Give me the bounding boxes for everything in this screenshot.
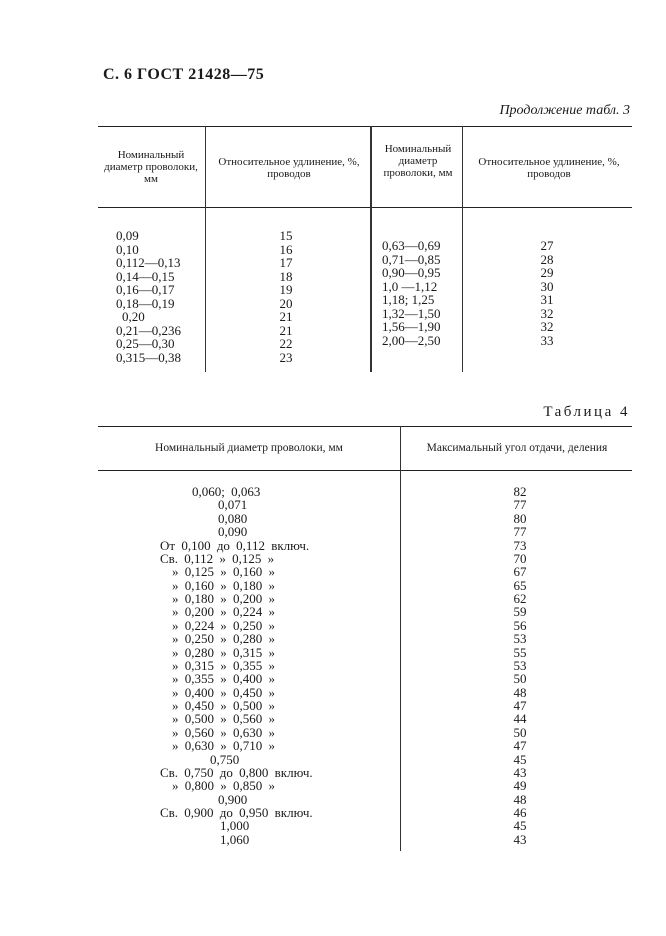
table-cell: » 0,200 » 0,224 » — [172, 604, 275, 620]
table-cell: 0,18—0,19 — [116, 295, 175, 311]
table-cell: 1,18; 1,25 — [382, 292, 435, 307]
header-bottom-rule — [98, 207, 632, 208]
table-cell: 32 — [540, 305, 554, 321]
table-cell: 73 — [513, 537, 527, 553]
table-cell: 0,090 — [218, 524, 248, 540]
table-cell: 31 — [540, 292, 554, 307]
table-cell: 30 — [540, 278, 554, 294]
table-cell: 47 — [513, 738, 527, 754]
table-cell: 0,060; 0,063 — [192, 484, 261, 499]
table-cell: 0,14—0,15 — [116, 268, 175, 284]
table-cell: 1,000 — [220, 818, 250, 834]
table-cell: 1,32—1,50 — [382, 305, 441, 321]
table-cell: » 0,355 » 0,400 » — [172, 671, 275, 687]
table-cell: Св. 0,112 » 0,125 » — [160, 550, 275, 566]
table-cell: » 0,125 » 0,160 » — [172, 564, 275, 580]
table-cell: 65 — [513, 577, 527, 593]
column-header-elongation: Относительное удлинение, %, проводов — [478, 156, 620, 180]
table-top-rule — [98, 126, 632, 127]
table-cell: 0,71—0,85 — [382, 251, 441, 267]
header-bottom-rule — [98, 470, 632, 471]
angle-column — [498, 485, 542, 846]
table-cell: » 0,280 » 0,315 » — [172, 644, 275, 660]
table-cell: 53 — [513, 657, 527, 673]
table-cell: » 0,450 » 0,500 » — [172, 698, 275, 713]
column-divider — [370, 126, 372, 372]
table-cell: 0,90—0,95 — [382, 265, 441, 280]
table-top-rule — [98, 426, 632, 427]
table-title: Таблица 4 — [543, 404, 630, 420]
table-cell: 59 — [513, 604, 527, 620]
table-cell: 43 — [513, 764, 527, 780]
column-header-elongation: Относительное удлинение, %, проводов — [218, 156, 360, 180]
table-cell: 0,900 — [218, 791, 248, 807]
diameter-range-column — [160, 485, 313, 846]
table-cell: 0,20 — [122, 309, 145, 324]
table-cell: » 0,250 » 0,280 » — [172, 631, 275, 647]
table-cell: 46 — [513, 805, 527, 820]
table-cell: 28 — [540, 251, 554, 267]
table-cell: 20 — [279, 295, 293, 311]
table-cell: 15 — [279, 228, 293, 243]
table-cell: 1,0 —1,12 — [382, 278, 438, 294]
table-cell: 27 — [540, 238, 554, 253]
table-cell: » 0,315 » 0,355 » — [172, 657, 275, 673]
table-cell: 48 — [513, 684, 527, 700]
table-cell: 0,63—0,69 — [382, 238, 441, 253]
table-cell: 45 — [513, 751, 527, 767]
table-cell: 21 — [279, 309, 293, 324]
table-cell: 0,21—0,236 — [116, 322, 181, 338]
table-cell: 29 — [540, 265, 554, 280]
table-cell: 17 — [279, 255, 293, 270]
table-cell: 22 — [279, 336, 293, 351]
table-cell: 82 — [513, 484, 527, 499]
table-cell: 0,16—0,17 — [116, 282, 175, 297]
table-cell: » 0,400 » 0,450 » — [172, 684, 275, 700]
table-cell: 50 — [513, 671, 527, 687]
table-cell: 55 — [513, 644, 527, 660]
table-cell: От 0,100 до 0,112 включ. — [160, 537, 310, 553]
table-cell: Св. 0,750 до 0,800 включ. — [160, 764, 313, 780]
table-cell: 33 — [540, 332, 554, 348]
table-cell: 70 — [513, 550, 527, 566]
table-cell: 1,060 — [220, 831, 250, 847]
column-header-diameter: Номинальный диаметр проволоки, мм — [383, 143, 453, 179]
elongation-column — [527, 239, 567, 347]
table-cell: 44 — [513, 711, 527, 727]
table-cell: 62 — [513, 591, 527, 606]
table-cell: » 0,500 » 0,560 » — [172, 711, 275, 727]
column-divider — [205, 126, 206, 372]
table-cell: » 0,160 » 0,180 » — [172, 577, 275, 593]
column-header-diameter: Номинальный диаметр проволоки, мм — [104, 149, 198, 185]
table-cell: 50 — [513, 724, 527, 740]
table-cell: 18 — [279, 268, 293, 284]
table-cell: 23 — [279, 349, 293, 365]
table-cell: 21 — [279, 322, 293, 338]
table-cell: » 0,180 » 0,200 » — [172, 591, 275, 606]
table-cell: » 0,630 » 0,710 » — [172, 738, 275, 754]
column-divider — [462, 126, 463, 372]
table-cell: 43 — [513, 831, 527, 847]
table-cell: 77 — [513, 524, 527, 540]
table-cell: 0,25—0,30 — [116, 336, 175, 351]
table-cell: 45 — [513, 818, 527, 834]
table-cell: 53 — [513, 631, 527, 647]
table-cell: 16 — [279, 241, 293, 257]
table-cell: Св. 0,900 до 0,950 включ. — [160, 805, 313, 820]
table-cell: 0,750 — [210, 751, 240, 767]
table-cell: 0,080 — [218, 510, 248, 526]
diameter-column — [382, 239, 441, 347]
table-cell: » 0,224 » 0,250 » — [172, 617, 275, 633]
table-cell: 48 — [513, 791, 527, 807]
table-cell: » 0,800 » 0,850 » — [172, 778, 275, 794]
table-cell: 80 — [513, 510, 527, 526]
table-cell: 47 — [513, 698, 527, 713]
elongation-column — [266, 229, 306, 364]
table-cell: 67 — [513, 564, 527, 580]
table-cell: 32 — [540, 319, 554, 334]
table-cell: 0,09 — [116, 228, 139, 243]
column-header-angle: Максимальный угол отдачи, деления — [426, 442, 608, 454]
table-cell: 0,10 — [116, 241, 139, 257]
table-cell: 19 — [279, 282, 293, 297]
table-cell: » 0,560 » 0,630 » — [172, 724, 275, 740]
table-cell: 0,071 — [218, 497, 248, 513]
table-continuation-label: Продолжение табл. 3 — [499, 103, 630, 118]
diameter-column — [116, 229, 181, 364]
table-cell: 49 — [513, 778, 527, 794]
column-divider — [400, 426, 401, 851]
table-cell: 2,00—2,50 — [382, 332, 441, 348]
table-cell: 56 — [513, 617, 527, 633]
table-cell: 77 — [513, 497, 527, 513]
column-header-diameter: Номинальный диаметр проволоки, мм — [155, 442, 343, 454]
table-cell: 0,112—0,13 — [116, 255, 181, 270]
table-cell: 1,56—1,90 — [382, 319, 441, 334]
page-header: С. 6 ГОСТ 21428—75 — [103, 66, 265, 83]
table-cell: 0,315—0,38 — [116, 349, 181, 365]
